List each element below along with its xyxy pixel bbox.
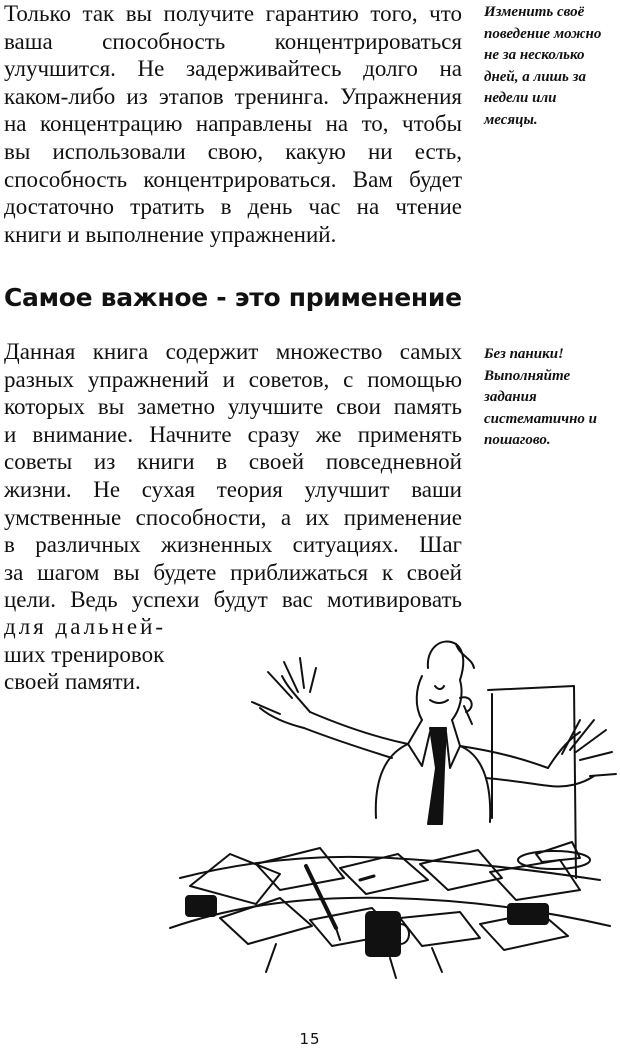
stressed-man-at-messy-desk-illustration <box>160 628 620 1004</box>
text-line: ваша способность концентрироваться <box>4 28 462 54</box>
note-line: дней, а лишь за <box>484 68 587 85</box>
note-line: недели или <box>484 90 557 106</box>
text-line: способность концентрироваться. Вам будет <box>4 166 462 192</box>
section-heading: Самое важное - это применение <box>4 283 462 312</box>
text-line: цели. Ведь успехи будут вас мотивировать <box>4 587 462 613</box>
text-line: улучшится. Не задерживайтесь долго на <box>4 56 462 82</box>
paragraph-2 <box>4 338 462 614</box>
text-line: советы из книги в своей повседневной <box>4 449 462 475</box>
note-line: задания <box>484 389 537 405</box>
text-line: и внимание. Начните сразу же применять <box>4 421 462 447</box>
note-line: поведение можно <box>484 25 602 42</box>
paragraph-1 <box>4 0 462 248</box>
text-line: умственные способности, а их применение <box>4 504 462 530</box>
text-line: разных упражнений и советов, с помощью <box>4 366 462 392</box>
note-line: Без паники! <box>484 346 564 362</box>
margin-note-no-panic <box>484 344 618 452</box>
note-line: месяцы. <box>484 111 538 128</box>
text-line: за шагом вы будете приближаться к своей <box>4 559 462 585</box>
text-line: Данная книга содержит множество самых <box>4 339 462 364</box>
text-line: книги и выполнение упражнений. <box>4 221 337 247</box>
note-line: систематично и <box>484 410 597 427</box>
text-line: своей памяти. <box>4 669 141 695</box>
note-line: пошагово. <box>484 432 551 448</box>
text-line: жизни. Не сухая теория улучшит ваши <box>4 476 462 502</box>
note-line: не за несколько <box>484 47 585 63</box>
text-line: на концентрацию направлены на то, чтобы <box>4 111 462 137</box>
text-line: каком-либо из этапов тренинга. Упражнения <box>4 83 462 109</box>
text-line: в различных жизненных ситуациях. Шаг <box>4 532 462 558</box>
margin-note-behavior <box>484 2 618 131</box>
page-number: 15 <box>299 1030 321 1048</box>
text-line: ших тренировок <box>4 641 165 667</box>
paragraph-2-tail <box>4 613 184 696</box>
note-line: Выполняйте <box>484 367 571 384</box>
note-line: Изменить своё <box>484 4 585 20</box>
text-line: Только так вы получите гарантию того, что <box>4 1 462 26</box>
text-line: достаточно тратить в день час на чтение <box>4 194 462 220</box>
text-line: которых вы заметно улучшите свои память <box>4 394 462 420</box>
text-line: вы использовали свою, какую ни есть, <box>4 138 462 164</box>
text-line: для дальней- <box>4 614 167 639</box>
